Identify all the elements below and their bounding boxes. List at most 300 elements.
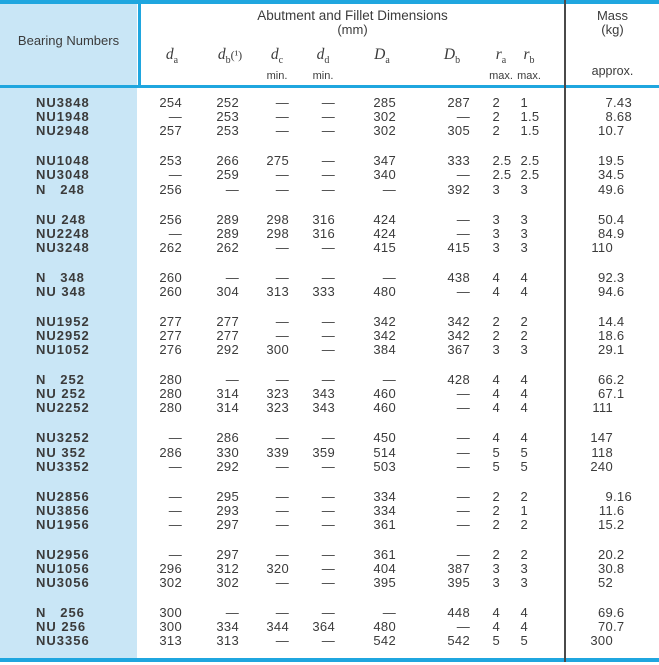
cell-bearing-number: NU 248: [36, 211, 87, 227]
cell-rb: 5: [520, 444, 528, 460]
cell-Db: —: [456, 400, 470, 416]
cell-mass-frac: .5: [613, 153, 625, 169]
cell-rb-frac: [528, 460, 542, 474]
cell-bearing-number: NU3848: [36, 95, 90, 110]
cell-mass-frac: .8: [613, 561, 625, 576]
cell-db: 253: [216, 123, 239, 139]
spacer: [542, 387, 566, 401]
cell-ra-frac: [500, 576, 514, 590]
cell-rb-frac: .5: [528, 153, 540, 169]
cell-dc: 298: [266, 225, 289, 241]
cell-ra: 4: [492, 283, 500, 299]
row-group: [0, 548, 659, 591]
table-row: [0, 620, 659, 634]
cell-db: 304: [216, 283, 239, 299]
cell-mass-frac: .7: [613, 619, 625, 635]
cell-Da: —: [382, 605, 396, 621]
cell-db: —: [225, 269, 239, 285]
cell-Da: 361: [373, 516, 396, 532]
cell-mass-frac: .1: [613, 386, 625, 402]
spacer: [542, 285, 566, 299]
cell-Db: —: [456, 516, 470, 532]
cell-dd: —: [321, 167, 335, 183]
cell-Db: 342: [447, 313, 470, 329]
cell-rb-frac: .5: [528, 109, 540, 125]
spacer: [542, 343, 566, 357]
cell-Db: 367: [447, 342, 470, 358]
cell-rb: 1: [520, 109, 528, 125]
cell-mass: 70: [597, 619, 613, 635]
table-row: [0, 213, 659, 227]
cell-Da: 424: [373, 225, 396, 241]
spacer: [542, 431, 566, 445]
cell-dc: —: [275, 430, 289, 446]
cell-ra: 2: [492, 109, 500, 125]
cell-rb: 1: [520, 502, 528, 518]
cell-da: —: [168, 488, 182, 504]
cell-ra: 2: [492, 167, 500, 183]
cell-mass: 8: [605, 109, 613, 125]
cell-rb: 4: [520, 605, 528, 621]
table-row: [0, 154, 659, 168]
cell-ra: 2: [492, 546, 500, 562]
cell-ra: 2: [492, 328, 500, 343]
cell-mass-frac: .3: [613, 269, 625, 285]
column-header-Da: [352, 46, 412, 69]
cell-Da: 285: [373, 95, 396, 110]
cell-Da: 334: [373, 502, 396, 518]
table-body: [0, 88, 659, 649]
cell-da: 277: [159, 328, 182, 343]
cell-ra-frac: [500, 315, 514, 329]
cell-Da: 424: [373, 211, 396, 227]
cell-ra: 4: [492, 269, 500, 285]
column-header-da: [142, 46, 202, 69]
cell-db: 302: [216, 575, 239, 591]
cell-dd: —: [321, 561, 335, 576]
column-symbols-row: [0, 46, 659, 84]
spacer: [542, 271, 566, 285]
cell-Db: —: [456, 225, 470, 241]
cell-Da: 395: [373, 575, 396, 591]
cell-dd: 343: [312, 386, 335, 402]
cell-mass: 15: [597, 516, 613, 532]
cell-mass-frac: .68: [613, 109, 632, 125]
cell-dc: —: [275, 372, 289, 388]
spacer: [542, 241, 566, 255]
cell-ra-frac: [500, 373, 514, 387]
cell-rb-frac: [528, 562, 542, 576]
cell-dc: —: [275, 109, 289, 125]
cell-dc: 275: [266, 153, 289, 169]
cell-ra-frac: [500, 490, 514, 504]
table-row: [0, 518, 659, 532]
cell-mass-frac: .2: [613, 516, 625, 532]
cell-bearing-number: N 256: [36, 605, 85, 621]
ra-qualifier: max.: [489, 70, 513, 83]
table-row: [0, 490, 659, 504]
spacer: [542, 606, 566, 620]
cell-dc: —: [275, 458, 289, 474]
cell-Da: 460: [373, 400, 396, 416]
cell-ra-frac: [500, 634, 514, 648]
cell-mass: 18: [597, 328, 613, 343]
row-group: [0, 315, 659, 358]
cell-mass: 29: [597, 342, 613, 358]
cell-Db: 428: [447, 372, 470, 388]
cell-rb: 2: [520, 328, 528, 343]
cell-rb-frac: [528, 401, 542, 415]
cell-mass-frac: .6: [613, 181, 625, 197]
cell-ra-frac: [500, 431, 514, 445]
table-row: [0, 343, 659, 357]
cell-rb-frac: [528, 431, 542, 445]
table-row: [0, 634, 659, 648]
cell-mass: 118: [591, 444, 613, 460]
cell-ra: 4: [492, 372, 500, 388]
cell-rb-frac: .5: [528, 167, 540, 183]
dc-qualifier: min.: [266, 70, 288, 83]
cell-db: 253: [216, 109, 239, 125]
cell-ra: 3: [492, 239, 500, 255]
cell-db: 313: [216, 633, 239, 649]
cell-rb-frac: [528, 490, 542, 504]
cell-Db: 392: [447, 181, 470, 197]
cell-db: —: [225, 181, 239, 197]
cell-Db: 415: [447, 239, 470, 255]
cell-db: 295: [216, 488, 239, 504]
column-header-dd: [293, 46, 353, 82]
mass-unit: (kg): [601, 22, 624, 37]
cell-Da: 334: [373, 488, 396, 504]
table-row: [0, 271, 659, 285]
mass-approx-label: approx.: [591, 64, 634, 78]
cell-rb: 2: [520, 488, 528, 504]
cell-ra-frac: [500, 227, 514, 241]
cell-dd: 333: [312, 283, 335, 299]
cell-dc: 344: [266, 619, 289, 635]
cell-dd: 316: [312, 225, 335, 241]
cell-bearing-number: NU2952: [36, 328, 90, 343]
row-group: [0, 490, 659, 533]
cell-rb: 1: [520, 123, 528, 139]
cell-dc: —: [275, 313, 289, 329]
cell-db: —: [225, 605, 239, 621]
cell-ra: 2: [492, 153, 500, 169]
dc-symbol: $d_c$: [270, 46, 284, 67]
spacer: [542, 548, 566, 562]
cell-mass-frac: [613, 460, 659, 474]
cell-dc: —: [275, 516, 289, 532]
cell-mass-frac: .6: [613, 502, 625, 518]
cell-mass: 19: [597, 153, 613, 169]
cell-dc: —: [275, 546, 289, 562]
cell-mass-frac: .4: [613, 211, 625, 227]
cell-ra-frac: [500, 183, 514, 197]
cell-mass: 111: [592, 400, 613, 416]
table-row: [0, 606, 659, 620]
cell-Da: 361: [373, 546, 396, 562]
cell-da: —: [168, 167, 182, 183]
cell-rb-frac: [528, 518, 542, 532]
cell-dd: —: [321, 575, 335, 591]
cell-rb-frac: [528, 96, 542, 110]
cell-rb: 5: [520, 633, 528, 649]
cell-mass: 110: [591, 239, 613, 255]
cell-ra: 3: [492, 342, 500, 358]
cell-ra: 3: [492, 225, 500, 241]
cell-db: 330: [216, 444, 239, 460]
cell-mass: 52: [597, 575, 613, 591]
cell-da: —: [168, 516, 182, 532]
table-row: [0, 241, 659, 255]
cell-ra-frac: [500, 518, 514, 532]
cell-Da: 542: [373, 633, 396, 649]
cell-mass-frac: [613, 431, 659, 445]
cell-dd: —: [321, 313, 335, 329]
cell-ra-frac: [500, 620, 514, 634]
spacer: [542, 183, 566, 197]
cell-Db: 387: [447, 561, 470, 576]
cell-rb: 3: [520, 239, 528, 255]
cell-ra-frac: [500, 343, 514, 357]
cell-ra-frac: .5: [500, 167, 512, 183]
table-row: [0, 446, 659, 460]
cell-db: 297: [216, 546, 239, 562]
cell-mass: 94: [597, 283, 613, 299]
cell-rb-frac: [528, 620, 542, 634]
spacer: [542, 213, 566, 227]
cell-da: 302: [159, 575, 182, 591]
cell-Db: —: [456, 386, 470, 402]
cell-db: 297: [216, 516, 239, 532]
cell-da: 276: [159, 342, 182, 358]
bearing-numbers-header: Bearing Numbers: [17, 33, 120, 48]
table-row: [0, 285, 659, 299]
cell-mass: 30: [597, 561, 613, 576]
cell-dd: —: [321, 633, 335, 649]
bottom-rule: [0, 658, 659, 662]
row-group: [0, 96, 659, 139]
table-row: [0, 227, 659, 241]
cell-Db: 438: [447, 269, 470, 285]
cell-db: 314: [216, 400, 239, 416]
cell-ra: 4: [492, 605, 500, 621]
cell-ra-frac: [500, 460, 514, 474]
cell-dd: 316: [312, 211, 335, 227]
cell-rb: 2: [520, 167, 528, 183]
cell-dc: 323: [266, 400, 289, 416]
cell-ra-frac: [500, 241, 514, 255]
rb-symbol: $r_b$: [523, 46, 535, 67]
cell-ra-frac: [500, 124, 514, 138]
cell-ra-frac: [500, 606, 514, 620]
cell-dc: 323: [266, 386, 289, 402]
cell-Da: 302: [373, 109, 396, 125]
cell-mass-frac: .6: [613, 328, 625, 343]
spacer: [542, 446, 566, 460]
cell-bearing-number: NU1052: [36, 342, 90, 358]
cell-mass: 67: [597, 386, 613, 402]
cell-mass-frac: .4: [613, 313, 625, 329]
row-group: [0, 213, 659, 256]
cell-ra: 2: [492, 95, 500, 110]
cell-Da: 514: [373, 444, 396, 460]
cell-dc: —: [275, 167, 289, 183]
cell-rb-frac: [528, 227, 542, 241]
spacer: [542, 620, 566, 634]
cell-rb: 2: [520, 516, 528, 532]
cell-ra: 4: [492, 386, 500, 402]
cell-dd: —: [321, 239, 335, 255]
cell-db: 314: [216, 386, 239, 402]
cell-bearing-number: NU 352: [36, 444, 87, 460]
dimensions-unit: (mm): [337, 22, 368, 37]
cell-dc: —: [275, 488, 289, 504]
cell-bearing-number: NU3356: [36, 633, 90, 649]
cell-rb-frac: [528, 183, 542, 197]
cell-da: 256: [159, 181, 182, 197]
cell-ra: 3: [492, 181, 500, 197]
cell-da: 262: [159, 239, 182, 255]
cell-Da: 342: [373, 313, 396, 329]
cell-da: 277: [159, 313, 182, 329]
cell-bearing-number: NU 348: [36, 283, 87, 299]
cell-ra: 5: [492, 633, 500, 649]
spacer: [542, 562, 566, 576]
cell-bearing-number: NU2956: [36, 546, 90, 562]
cell-rb: 4: [520, 619, 528, 635]
cell-db: 286: [216, 430, 239, 446]
cell-db: 289: [216, 211, 239, 227]
cell-rb: 1: [520, 95, 528, 110]
da-symbol: $d_a$: [165, 46, 179, 67]
cell-dc: 339: [266, 444, 289, 460]
cell-Da: 342: [373, 328, 396, 343]
table-row: [0, 168, 659, 182]
cell-rb: 3: [520, 211, 528, 227]
cell-dd: —: [321, 342, 335, 358]
row-group: [0, 271, 659, 299]
Da-symbol: $D_a$: [374, 46, 390, 67]
cell-mass-frac: .6: [613, 605, 625, 621]
row-group: [0, 154, 659, 197]
cell-da: 254: [159, 95, 182, 110]
cell-mass: 34: [597, 167, 613, 183]
cell-rb: 2: [520, 153, 528, 169]
cell-ra: 3: [492, 561, 500, 576]
cell-da: 286: [159, 444, 182, 460]
cell-Db: —: [456, 619, 470, 635]
cell-mass-frac: .9: [613, 225, 625, 241]
cell-rb-frac: [528, 634, 542, 648]
cell-dd: —: [321, 546, 335, 562]
cell-da: 256: [159, 211, 182, 227]
cell-rb-frac: [528, 504, 542, 518]
cell-dc: 300: [266, 342, 289, 358]
cell-da: 280: [159, 400, 182, 416]
cell-mass-frac: .2: [613, 546, 625, 562]
cell-Db: —: [456, 488, 470, 504]
spacer: [542, 576, 566, 590]
cell-Db: —: [456, 211, 470, 227]
cell-Db: —: [456, 167, 470, 183]
cell-Db: —: [456, 444, 470, 460]
cell-bearing-number: NU1056: [36, 561, 90, 576]
db-symbol: $d_b(^1)$: [217, 46, 243, 67]
cell-ra: 3: [492, 211, 500, 227]
spacer: [542, 518, 566, 532]
cell-Da: —: [382, 181, 396, 197]
spacer: [542, 154, 566, 168]
cell-Db: 333: [447, 153, 470, 169]
cell-mass: 69: [597, 605, 613, 621]
cell-bearing-number: NU1948: [36, 109, 90, 125]
cell-rb: 3: [520, 181, 528, 197]
cell-dc: —: [275, 95, 289, 110]
cell-Db: 305: [447, 123, 470, 139]
spacer: [542, 634, 566, 648]
mass-title: Mass: [596, 8, 629, 23]
spacer: [542, 490, 566, 504]
cell-da: —: [168, 458, 182, 474]
cell-Db: 448: [447, 605, 470, 621]
cell-bearing-number: NU2252: [36, 400, 90, 416]
spacer: [542, 373, 566, 387]
cell-ra-frac: [500, 548, 514, 562]
cell-dc: —: [275, 328, 289, 343]
cell-db: 293: [216, 502, 239, 518]
cell-dc: 313: [266, 283, 289, 299]
cell-Da: 302: [373, 123, 396, 139]
cell-mass: 66: [597, 372, 613, 388]
cell-mass: 10: [597, 123, 613, 139]
cell-ra-frac: [500, 285, 514, 299]
cell-dc: —: [275, 181, 289, 197]
rb-qualifier: max.: [517, 70, 541, 83]
table-row: [0, 373, 659, 387]
cell-da: 300: [159, 619, 182, 635]
cell-Da: 384: [373, 342, 396, 358]
cell-rb: 4: [520, 372, 528, 388]
table-row: [0, 460, 659, 474]
spacer: [542, 460, 566, 474]
cell-db: 259: [216, 167, 239, 183]
cell-rb: 3: [520, 342, 528, 358]
spacer: [542, 504, 566, 518]
cell-da: 260: [159, 283, 182, 299]
cell-da: 280: [159, 386, 182, 402]
cell-mass: 49: [597, 181, 613, 197]
cell-bearing-number: NU 256: [36, 619, 87, 635]
cell-ra: 2: [492, 488, 500, 504]
cell-da: 253: [159, 153, 182, 169]
cell-rb: 2: [520, 546, 528, 562]
cell-dd: —: [321, 488, 335, 504]
cell-Db: 395: [447, 575, 470, 591]
cell-da: 313: [159, 633, 182, 649]
table-row: [0, 124, 659, 138]
cell-da: —: [168, 225, 182, 241]
table-row: [0, 548, 659, 562]
cell-dc: —: [275, 575, 289, 591]
cell-dc: —: [275, 269, 289, 285]
cell-bearing-number: N 248: [36, 181, 85, 197]
cell-db: 277: [216, 313, 239, 329]
cell-mass: 7: [605, 95, 613, 110]
cell-ra-frac: [500, 504, 514, 518]
cell-Da: 347: [373, 153, 396, 169]
